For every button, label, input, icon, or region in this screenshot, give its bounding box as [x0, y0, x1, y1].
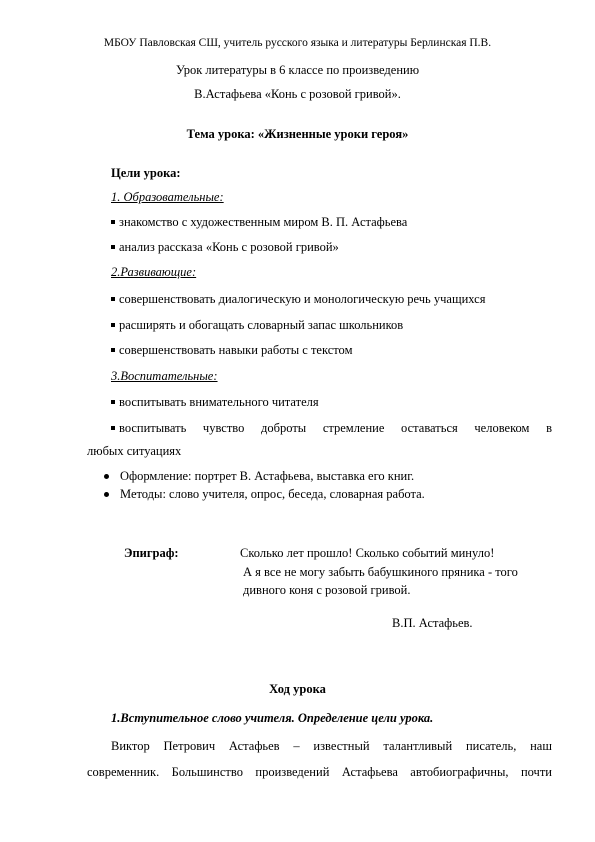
- square-bullet-icon: [111, 245, 115, 249]
- paragraph-line: Виктор Петрович Астафьев – известный талантливый писатель, наш: [111, 739, 552, 753]
- goals-section-title: 3.Воспитательные:: [111, 369, 218, 383]
- square-bullet-icon: [111, 426, 115, 430]
- goals-section-title: 2.Развивающие:: [111, 265, 197, 279]
- square-bullet-icon: [111, 220, 115, 224]
- design-note: Оформление: портрет В. Астафьева, выставка его книг.: [120, 469, 415, 483]
- lesson-step-heading: 1.Вступительное слово учителя. Определение цели урока.: [111, 711, 434, 725]
- epigraph-line: Сколько лет прошло! Сколько событий минуло!: [240, 546, 495, 560]
- lesson-title-line2: В.Астафьева «Конь с розовой гривой».: [194, 87, 401, 101]
- goal-item: совершенствовать диалогическую и монологическую речь учащихся: [111, 292, 485, 307]
- lesson-topic: Тема урока: «Жизненные уроки героя»: [186, 127, 409, 141]
- school-header: МБОУ Павловская СШ, учитель русского языка и литературы Берлинская П.В.: [103, 37, 492, 49]
- goal-item: знакомство с художественным миром В. П. Астафьева: [111, 215, 407, 230]
- lesson-title-line1: Урок литературы в 6 классе по произведению: [175, 63, 420, 77]
- goals-heading: Цели урока:: [111, 166, 181, 180]
- square-bullet-icon: [111, 348, 115, 352]
- goals-section-title: 1. Образовательные:: [111, 190, 224, 204]
- goal-item: воспитывать внимательного читателя: [111, 395, 319, 410]
- methods-note: Методы: слово учителя, опрос, беседа, словарная работа.: [120, 487, 425, 501]
- square-bullet-icon: [111, 400, 115, 404]
- epigraph-label: Эпиграф:: [124, 546, 179, 560]
- round-bullet-icon: [104, 474, 109, 479]
- goal-item: совершенствовать навыки работы с текстом: [111, 343, 352, 358]
- square-bullet-icon: [111, 323, 115, 327]
- goal-item: анализ рассказа «Конь с розовой гривой»: [111, 240, 339, 255]
- round-bullet-icon: [104, 492, 109, 497]
- goal-item: расширять и обогащать словарный запас школьников: [111, 318, 403, 333]
- square-bullet-icon: [111, 297, 115, 301]
- epigraph-line: дивного коня с розовой гривой.: [243, 583, 411, 597]
- goal-item: воспитывать чувство доброты стремление оставаться человеком в: [111, 421, 552, 436]
- paragraph-line: современник. Большинство произведений Астафьева автобиографичны, почти: [87, 765, 552, 779]
- goal-item-continuation: любых ситуациях: [87, 444, 182, 458]
- lesson-progress-heading: Ход урока: [269, 682, 326, 696]
- epigraph-line: А я все не могу забыть бабушкиного пряника - того: [243, 565, 518, 579]
- epigraph-author: В.П. Астафьев.: [392, 616, 473, 630]
